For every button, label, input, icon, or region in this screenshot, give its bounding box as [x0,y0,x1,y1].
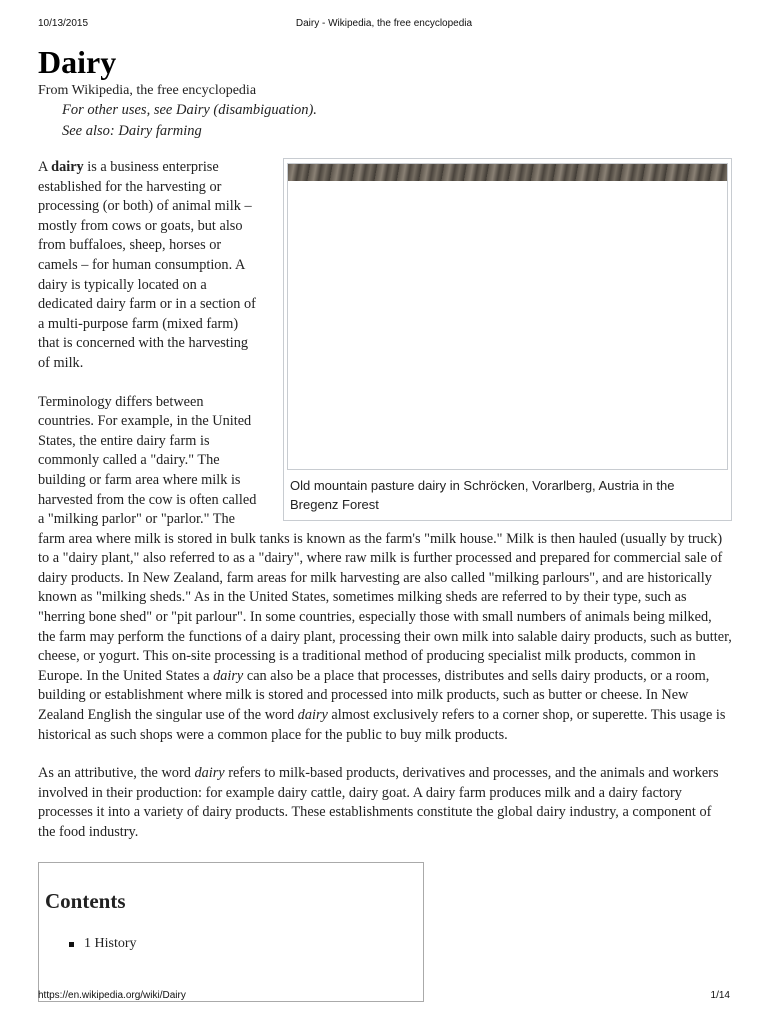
terminology-italic1: dairy [213,667,244,684]
print-header [38,18,730,34]
print-page-title: Dairy - Wikipedia, the free encyclopedia [295,18,473,29]
toc-heading: Contents [45,888,126,913]
hatnote-disambiguation [62,100,732,121]
attributive-part2: refers to milk-based products, derivatives and processes, and the animals and workers involved in their production: for example dairy cattle, dairy goat. A dairy farm produces milk and a dairy factory processes it into a variety of dairy products. These establishments constitute the global dairy industry, a component of the food industry. [38,765,719,840]
attributive-italic: dairy [194,765,225,782]
article-content [38,42,732,1002]
hatnote-see-also-link[interactable]: See also: Dairy farming [62,123,202,139]
toc-list [45,936,417,952]
dairy-photo[interactable] [287,163,728,470]
terminology-part3: almost exclusively refers to a corner shop, or superette. This usage is historical as such shops were a common place for the public to buy milk products. [38,707,726,743]
print-page-number: 1/14 [710,990,730,1001]
toc-item-history[interactable]: 1 History [69,936,417,952]
intro-lead: A [38,159,52,175]
terminology-part2: can also be a place that processes, distributes and sells dairy products, or a room, building or establishment where milk is stored and processed into milk products, such as butter or cheese. In New Zealand English the singular use of the word [38,667,710,724]
hatnote-disambiguation-link[interactable]: For other uses, see Dairy (disambiguation). [62,102,317,118]
intro-bold-term: dairy [51,159,84,175]
hatnote-see-also [62,121,732,142]
photo-roof-strip [288,164,727,181]
terminology-italic2: dairy [297,707,328,724]
paragraph-attributive [38,764,732,842]
print-date: 10/13/2015 [38,18,89,29]
article-source-line: From Wikipedia, the free encyclopedia [38,83,257,98]
intro-rest: is a business enterprise established for the harvesting or processing (or both) of animal milk – mostly from cows or goats, but also from buffaloes, sheep, horses or camels – for human consumption. A dairy is typically located on a dedicated dairy farm or in a section of a multi-purpose farm (mixed farm) that is concerned with the harvesting of milk. [38,159,256,371]
infobox-image [283,158,732,521]
table-of-contents [38,862,424,1002]
terminology-part1: Terminology differs between countries. For example, in the United States, the entire dairy farm is commonly called a "dairy." The building or farm area where milk is harvested from the cow is often called a "milking parlor" or "parlor." The farm area where milk is stored in bulk tanks is known as the farm's "milk house." Milk is then hauled (usually by truck) to a "dairy plant," also referred to as a "dairy", where raw milk is further processed and prepared for commercial sale of dairy products. In New Zealand, farm areas for milk harvesting are also called "milking parlours", and are historically known as "milking sheds." As in the United States, sometimes milking sheds are referred to by their type, such as "herring bone shed" or "pit parlour". In some countries, especially those with small numbers of animals being milked, the farm may perform the functions of a dairy plant, processing their own milk into salable dairy products, such as butter, cheese, or yogurt. This on-site processing is a traditional method of producing specialist milk products, common in Europe. In the United States a [38,393,732,684]
image-caption: Old mountain pasture dairy in Schröcken, Vorarlberg, Austria in the Bregenz Forest [290,478,675,512]
print-footer [38,990,730,1004]
article-title: Dairy [38,44,117,80]
attributive-part1: As an attributive, the word [38,765,195,782]
print-url: https://en.wikipedia.org/wiki/Dairy [38,990,186,1001]
article-body [38,158,732,843]
